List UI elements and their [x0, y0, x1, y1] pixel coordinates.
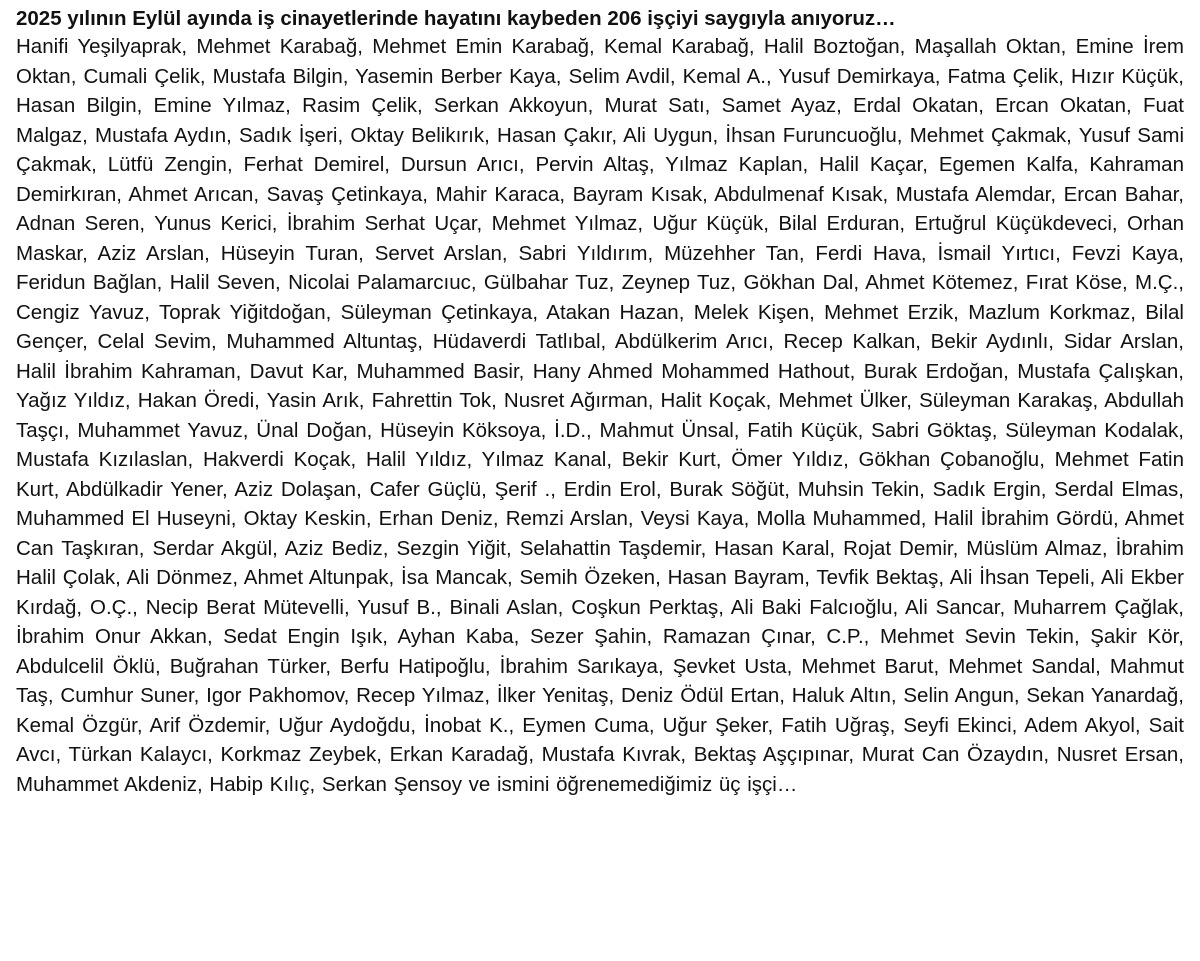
worker-names-list: Hanifi Yeşilyaprak, Mehmet Karabağ, Mehmet Emin Karabağ, Kemal Karabağ, Halil Boztoğan, Maşallah Oktan, Emine İrem Oktan, Cumali Çelik, Mustafa Bilgin, Yasemin Berber Kaya, Selim Avdil, Kemal A., Yusuf Demirkaya, Fatma Çelik, Hızır Küçük, Hasan Bilgin, Emine Yılmaz, Rasim Çelik, Serkan Akkoyun, Murat Satı, Samet Ayaz, Erdal Okatan, Ercan Okatan, Fuat Malgaz, Mustafa Aydın, Sadık İşeri, Oktay Belikırık, Hasan Çakır, Ali Uygun, İhsan Furuncuoğlu, Mehmet Çakmak, Yusuf Sami Çakmak, Lütfü Zengin, Ferhat Demirel, Dursun Arıcı, Pervin Altaş, Yılmaz Kaplan, Halil Kaçar, Egemen Kalfa, Kahraman Demirkıran, Ahmet Arıcan, Savaş Çetinkaya, Mahir Karaca, Bayram Kısak, Abdulmenaf Kısak, Mustafa Alemdar, Ercan Bahar, Adnan Seren, Yunus Kerici, İbrahim Serhat Uçar, Mehmet Yılmaz, Uğur Küçük, Bilal Erduran, Ertuğrul Küçükdeveci, Orhan Maskar, Aziz Arslan, Hüseyin Turan, Servet Arslan, Sabri Yıldırım, Müzehher Tan, Ferdi Hava, İsmail Yırtıcı, Fevzi Kaya, Feridun Bağlan, Halil Seven, Nicolai Palamarcıuc, Gülbahar Tuz, Zeynep Tuz, Gökhan Dal, Ahmet Kötemez, Fırat Köse, M.Ç., Cengiz Yavuz, Toprak Yiğitdoğan, Süleyman Çetinkaya, Atakan Hazan, Melek Kişen, Mehmet Erzik, Mazlum Korkmaz, Bilal Gençer, Celal Sevim, Muhammed Altuntaş, Hüdaverdi Tatlıbal, Abdülkerim Arıcı, Recep Kalkan, Bekir Aydınlı, Sidar Arslan, Halil İbrahim Kahraman, Davut Kar, Muhammed Basir, Hany Ahmed Mohammed Hathout, Burak Erdoğan, Mustafa Çalışkan, Yağız Yıldız, Hakan Öredi, Yasin Arık, Fahrettin Tok, Nusret Ağırman, Halit Koçak, Mehmet Ülker, Süleyman Karakaş, Abdullah Taşçı, Muhammet Yavuz, Ünal Doğan, Hüseyin Köksoya, İ.D., Mahmut Ünsal, Fatih Küçük, Sabri Göktaş, Süleyman Kodalak, Mustafa Kızılaslan, Hakverdi Koçak, Halil Yıldız, Yılmaz Kanal, Bekir Kurt, Ömer Yıldız, Gökhan Çobanoğlu, Mehmet Fatin Kurt, Abdülkadir Yener, Aziz Dolaşan, Cafer Güçlü, Şerif ., Erdin Erol, Burak Söğüt, Muhsin Tekin, Sadık Ergin, Serdal Elmas, Muhammed El Huseyni, Oktay Keskin, Erhan Deniz, Remzi Arslan, Veysi Kaya, Molla Muhammed, Halil İbrahim Gördü, Ahmet Can Taşkıran, Serdar Akgül, Aziz Bediz, Sezgin Yiğit, Selahattin Taşdemir, Hasan Karal, Rojat Demir, Müslüm Almaz, İbrahim Halil Çolak, Ali Dönmez, Ahmet Altunpak, İsa Mancak, Semih Özeken, Hasan Bayram, Tevfik Bektaş, Ali İhsan Tepeli, Ali Ekber Kırdağ, O.Ç., Necip Berat Mütevelli, Yusuf B., Binali Aslan, Coşkun Perktaş, Ali Baki Falcıoğlu, Ali Sancar, Muharrem Çağlak, İbrahim Onur Akkan, Sedat Engin Işık, Ayhan Kaba, Sezer Şahin, Ramazan Çınar, C.P., Mehmet Sevin Tekin, Şakir Kör, Abdulcelil Öklü, Buğrahan Türker, Berfu Hatipoğlu, İbrahim Sarıkaya, Şevket Usta, Mehmet Barut, Mehmet Sandal, Mahmut Taş, Cumhur Suner, Igor Pakhomov, Recep Yılmaz, İlker Yenitaş, Deniz Ödül Ertan, Haluk Altın, Selin Angun, Sekan Yanardağ, Kemal Özgür, Arif Özdemir, Uğur Aydoğdu, İnobat K., Eymen Cuma, Uğur Şeker, Fatih Uğraş, Seyfi Ekinci, Adem Akyol, Sait Avcı, Türkan Kalaycı, Korkmaz Zeybek, Erkan Karadağ, Mustafa Kıvrak, Bektaş Aşçıpınar, Murat Can Özaydın, Nusret Ersan, Muhammet Akdeniz, Habip Kılıç, Serkan Şensoy ve ismini öğrenemediğimiz üç işçi…: [16, 35, 1184, 796]
document-title: 2025 yılının Eylül ayında iş cinayetlerinde hayatını kaybeden 206 işçiyi saygıyla anıyoruz…: [16, 7, 896, 30]
memorial-document: [16, 6, 1184, 956]
